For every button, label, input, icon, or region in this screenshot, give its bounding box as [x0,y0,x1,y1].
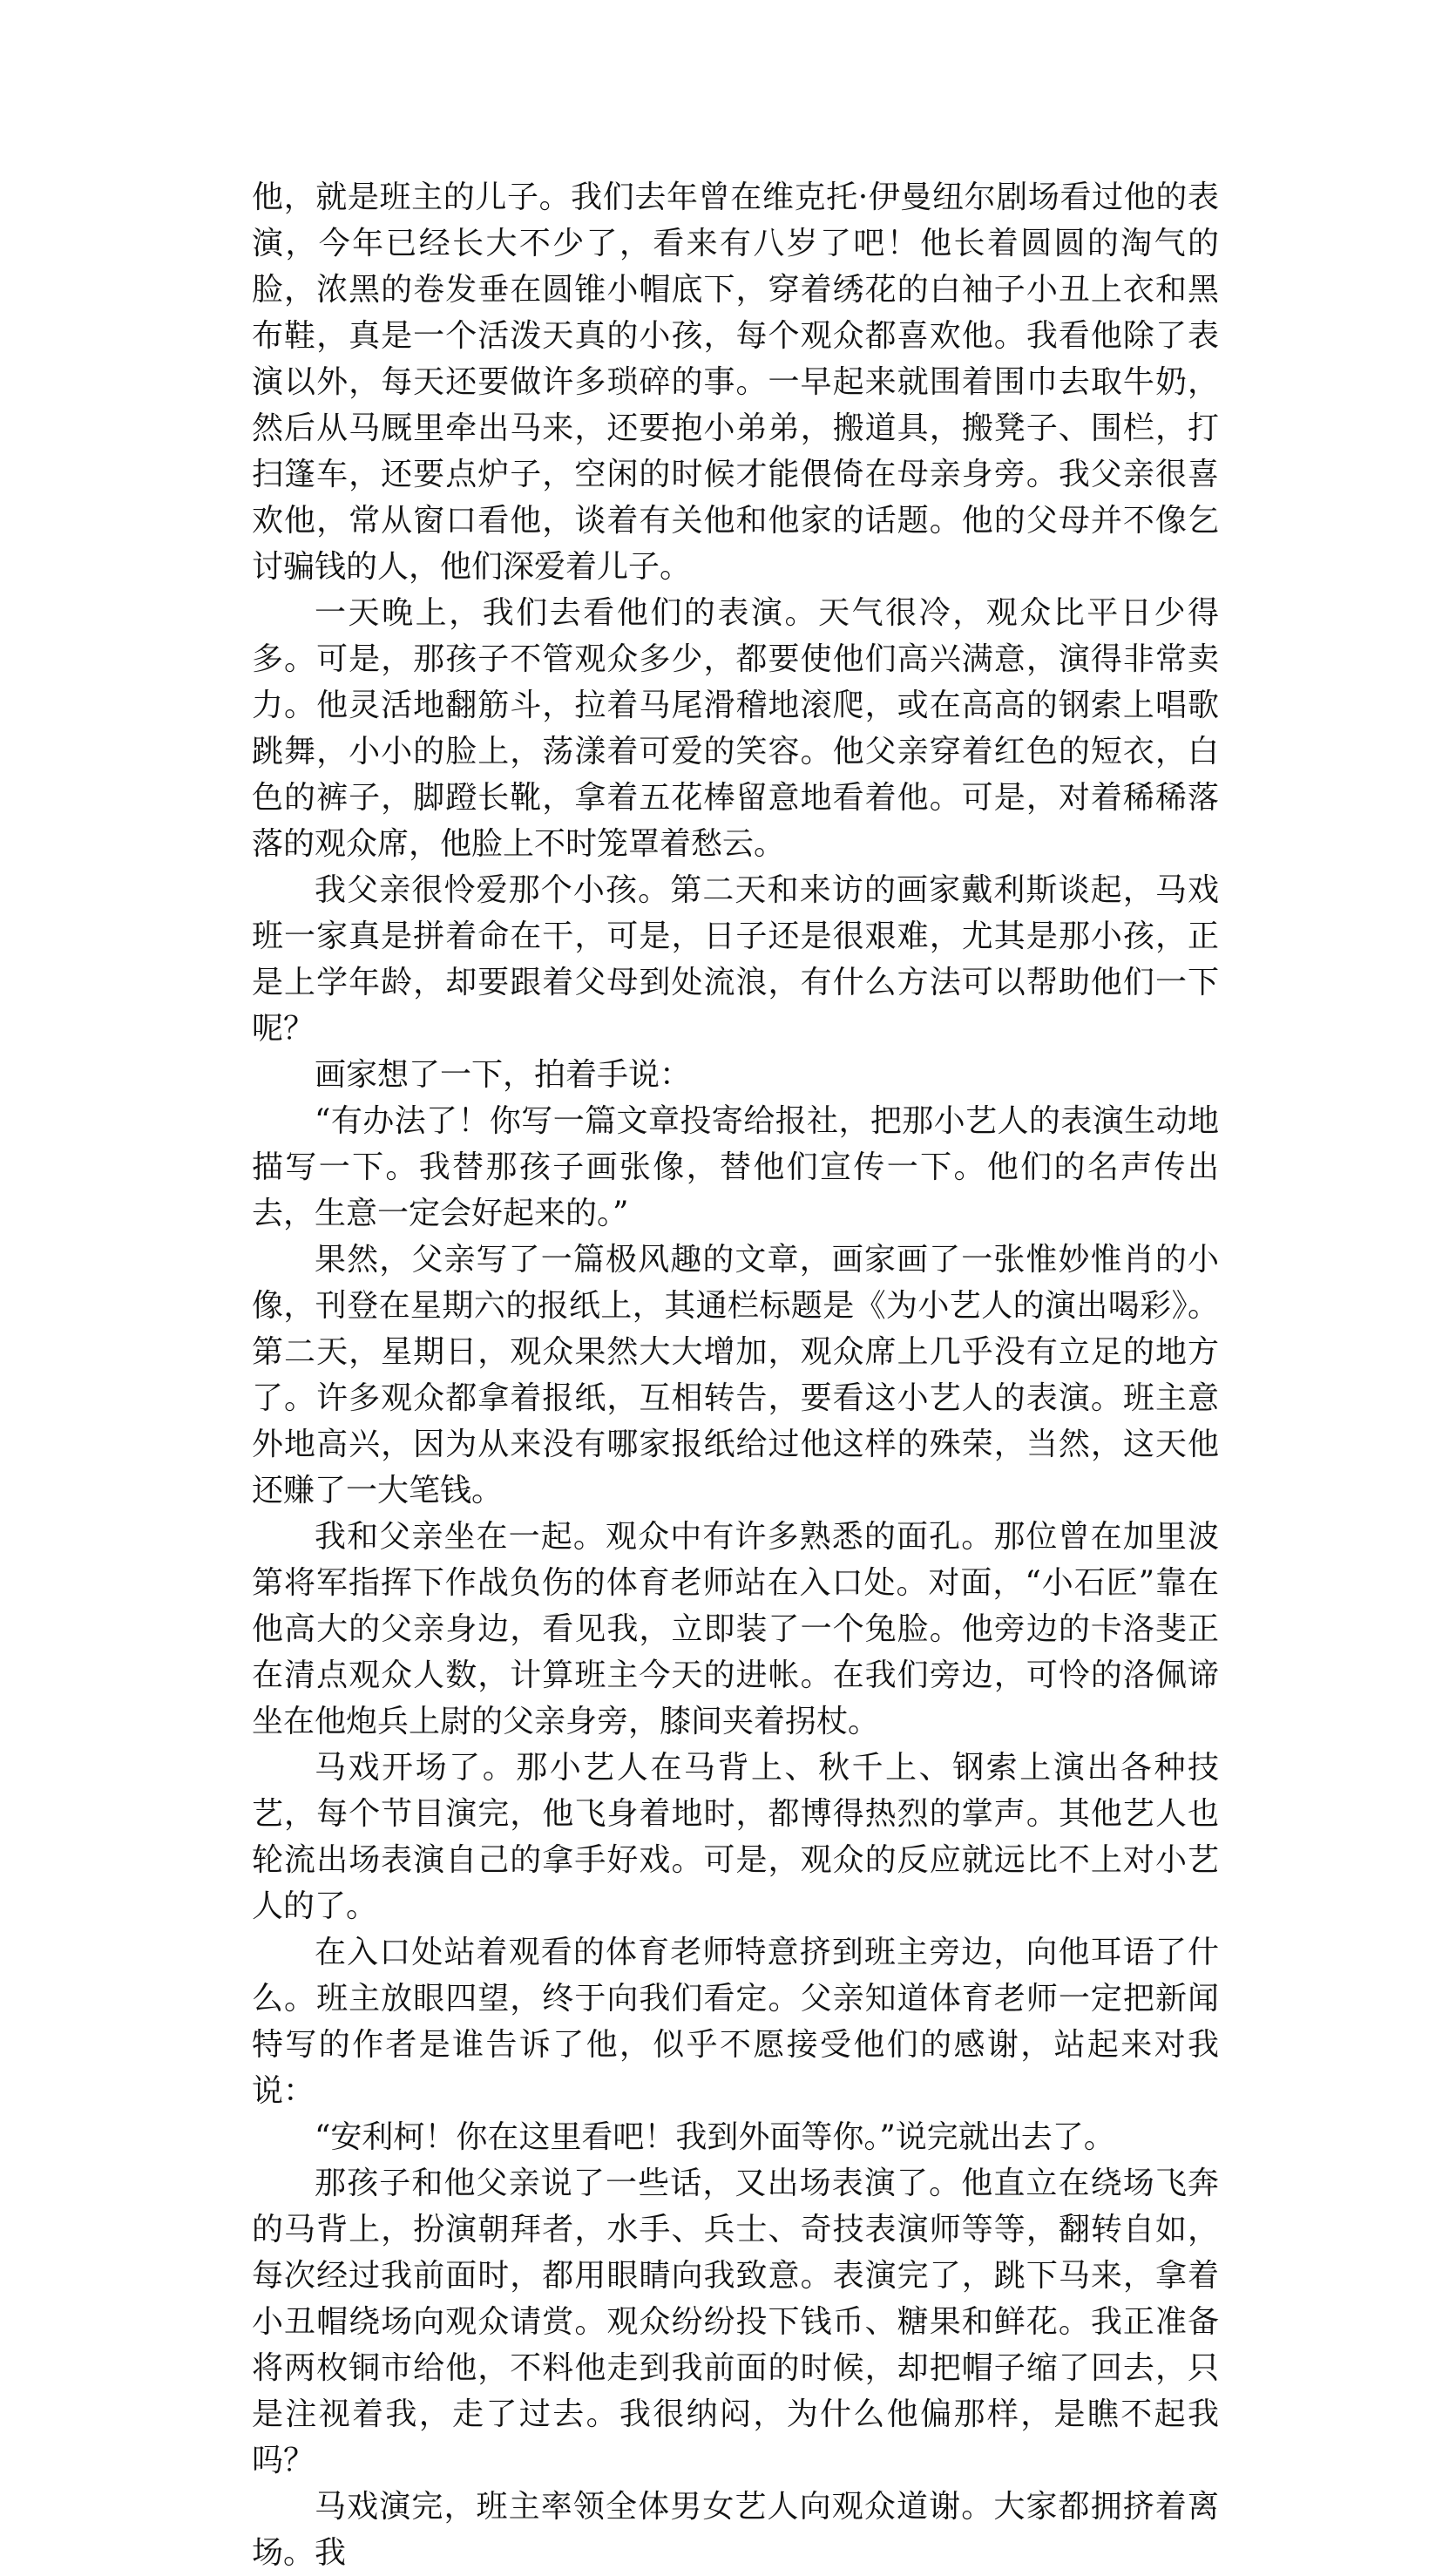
paragraph-7: 我和父亲坐在一起。观众中有许多熟悉的面孔。那位曾在加里波第将军指挥下作战负伤的体育老师站在入口处。对面，“小石匠”靠在他高大的父亲身边，看见我，立即装了一个兔脸。他旁边的卡洛斐正在清点观众人数，计算班主今天的进帐。在我们旁边，可怜的洛佩谛坐在他炮兵上尉的父亲身旁，膝间夹着拐杖。 [252,1519,1219,1739]
paragraph-1: 他，就是班主的儿子。我们去年曾在维克托·伊曼纽尔剧场看过他的表演，今年已经长大不少了，看来有八岁了吧！他长着圆圆的淘气的脸，浓黑的卷发垂在圆锥小帽底下，穿着绣花的白袖子小丑上衣和黑布鞋，真是一个活泼天真的小孩，每个观众都喜欢他。我看他除了表演以外，每天还要做许多琐碎的事。一早起来就围着围巾去取牛奶，然后从马厩里牵出马来，还要抱小弟弟，搬道具，搬凳子、围栏，打扫篷车，还要点炉子，空闲的时候才能偎倚在母亲身旁。我父亲很喜欢他，常从窗口看他，谈着有关他和他家的话题。他的父母并不像乞讨骗钱的人，他们深爱着儿子。 [252,180,1219,585]
paragraph-4: 画家想了一下，拍着手说： [315,1057,692,1093]
paragraph-10: “安利柯！你在这里看吧！我到外面等你。”说完就出去了。 [315,2119,1115,2155]
paragraph-2: 一天晚上，我们去看他们的表演。天气很冷，观众比平日少得多。可是，那孩子不管观众多少，都要使他们高兴满意，演得非常卖力。他灵活地翻筋斗，拉着马尾滑稽地滚爬，或在高高的钢索上唱歌跳舞，小小的脸上，荡漾着可爱的笑容。他父亲穿着红色的短衣，白色的裤子，脚蹬长靴，拿着五花棒留意地看着他。可是，对着稀稀落落的观众席，他脸上不时笼罩着愁云。 [252,595,1219,862]
paragraph-11: 那孩子和他父亲说了一些话，又出场表演了。他直立在绕场飞奔的马背上，扮演朝拜者，水手、兵士、奇技表演师等等，翻转自如，每次经过我前面时，都用眼睛向我致意。表演完了，跳下马来，拿着小丑帽绕场向观众请赏。观众纷纷投下钱币、糖果和鲜花。我正准备将两枚铜市给他，不料他走到我前面的时候，却把帽子缩了回去，只是注视着我，走了过去。我很纳闷，为什么他偏那样，是瞧不起我吗？ [252,2166,1219,2478]
paragraph-5: “有办法了！你写一篇文章投寄给报社，把那小艺人的表演生动地描写一下。我替那孩子画张像，替他们宣传一下。他们的名声传出去，生意一定会好起来的。” [252,1103,1219,1231]
body-text [252,174,1219,2576]
paragraph-6: 果然，父亲写了一篇极风趣的文章，画家画了一张惟妙惟肖的小像，刊登在星期六的报纸上，其通栏标题是《为小艺人的演出喝彩》。第二天，星期日，观众果然大大增加，观众席上几乎没有立足的地方了。许多观众都拿着报纸，互相转告，要看这小艺人的表演。班主意外地高兴，因为从来没有哪家报纸给过他这样的殊荣，当然，这天他还赚了一大笔钱。 [252,1242,1219,1508]
paragraph-3: 我父亲很怜爱那个小孩。第二天和来访的画家戴利斯谈起，马戏班一家真是拼着命在干，可是，日子还是很艰难，尤其是那小孩，正是上学年龄，却要跟着父母到处流浪，有什么方法可以帮助他们一下呢？ [252,872,1219,1047]
paragraph-8: 马戏开场了。那小艺人在马背上、秋千上、钢索上演出各种技艺，每个节目演完，他飞身着地时，都博得热烈的掌声。其他艺人也轮流出场表演自己的拿手好戏。可是，观众的反应就远比不上对小艺人的了。 [252,1750,1219,1924]
paragraph-9: 在入口处站着观看的体育老师特意挤到班主旁边，向他耳语了什么。班主放眼四望，终于向我们看定。父亲知道体育老师一定把新闻特写的作者是谁告诉了他，似乎不愿接受他们的感谢，站起来对我说： [252,1935,1219,2109]
paragraph-12: 马戏演完，班主率领全体男女艺人向观众道谢。大家都拥挤着离场。我 [252,2489,1219,2571]
